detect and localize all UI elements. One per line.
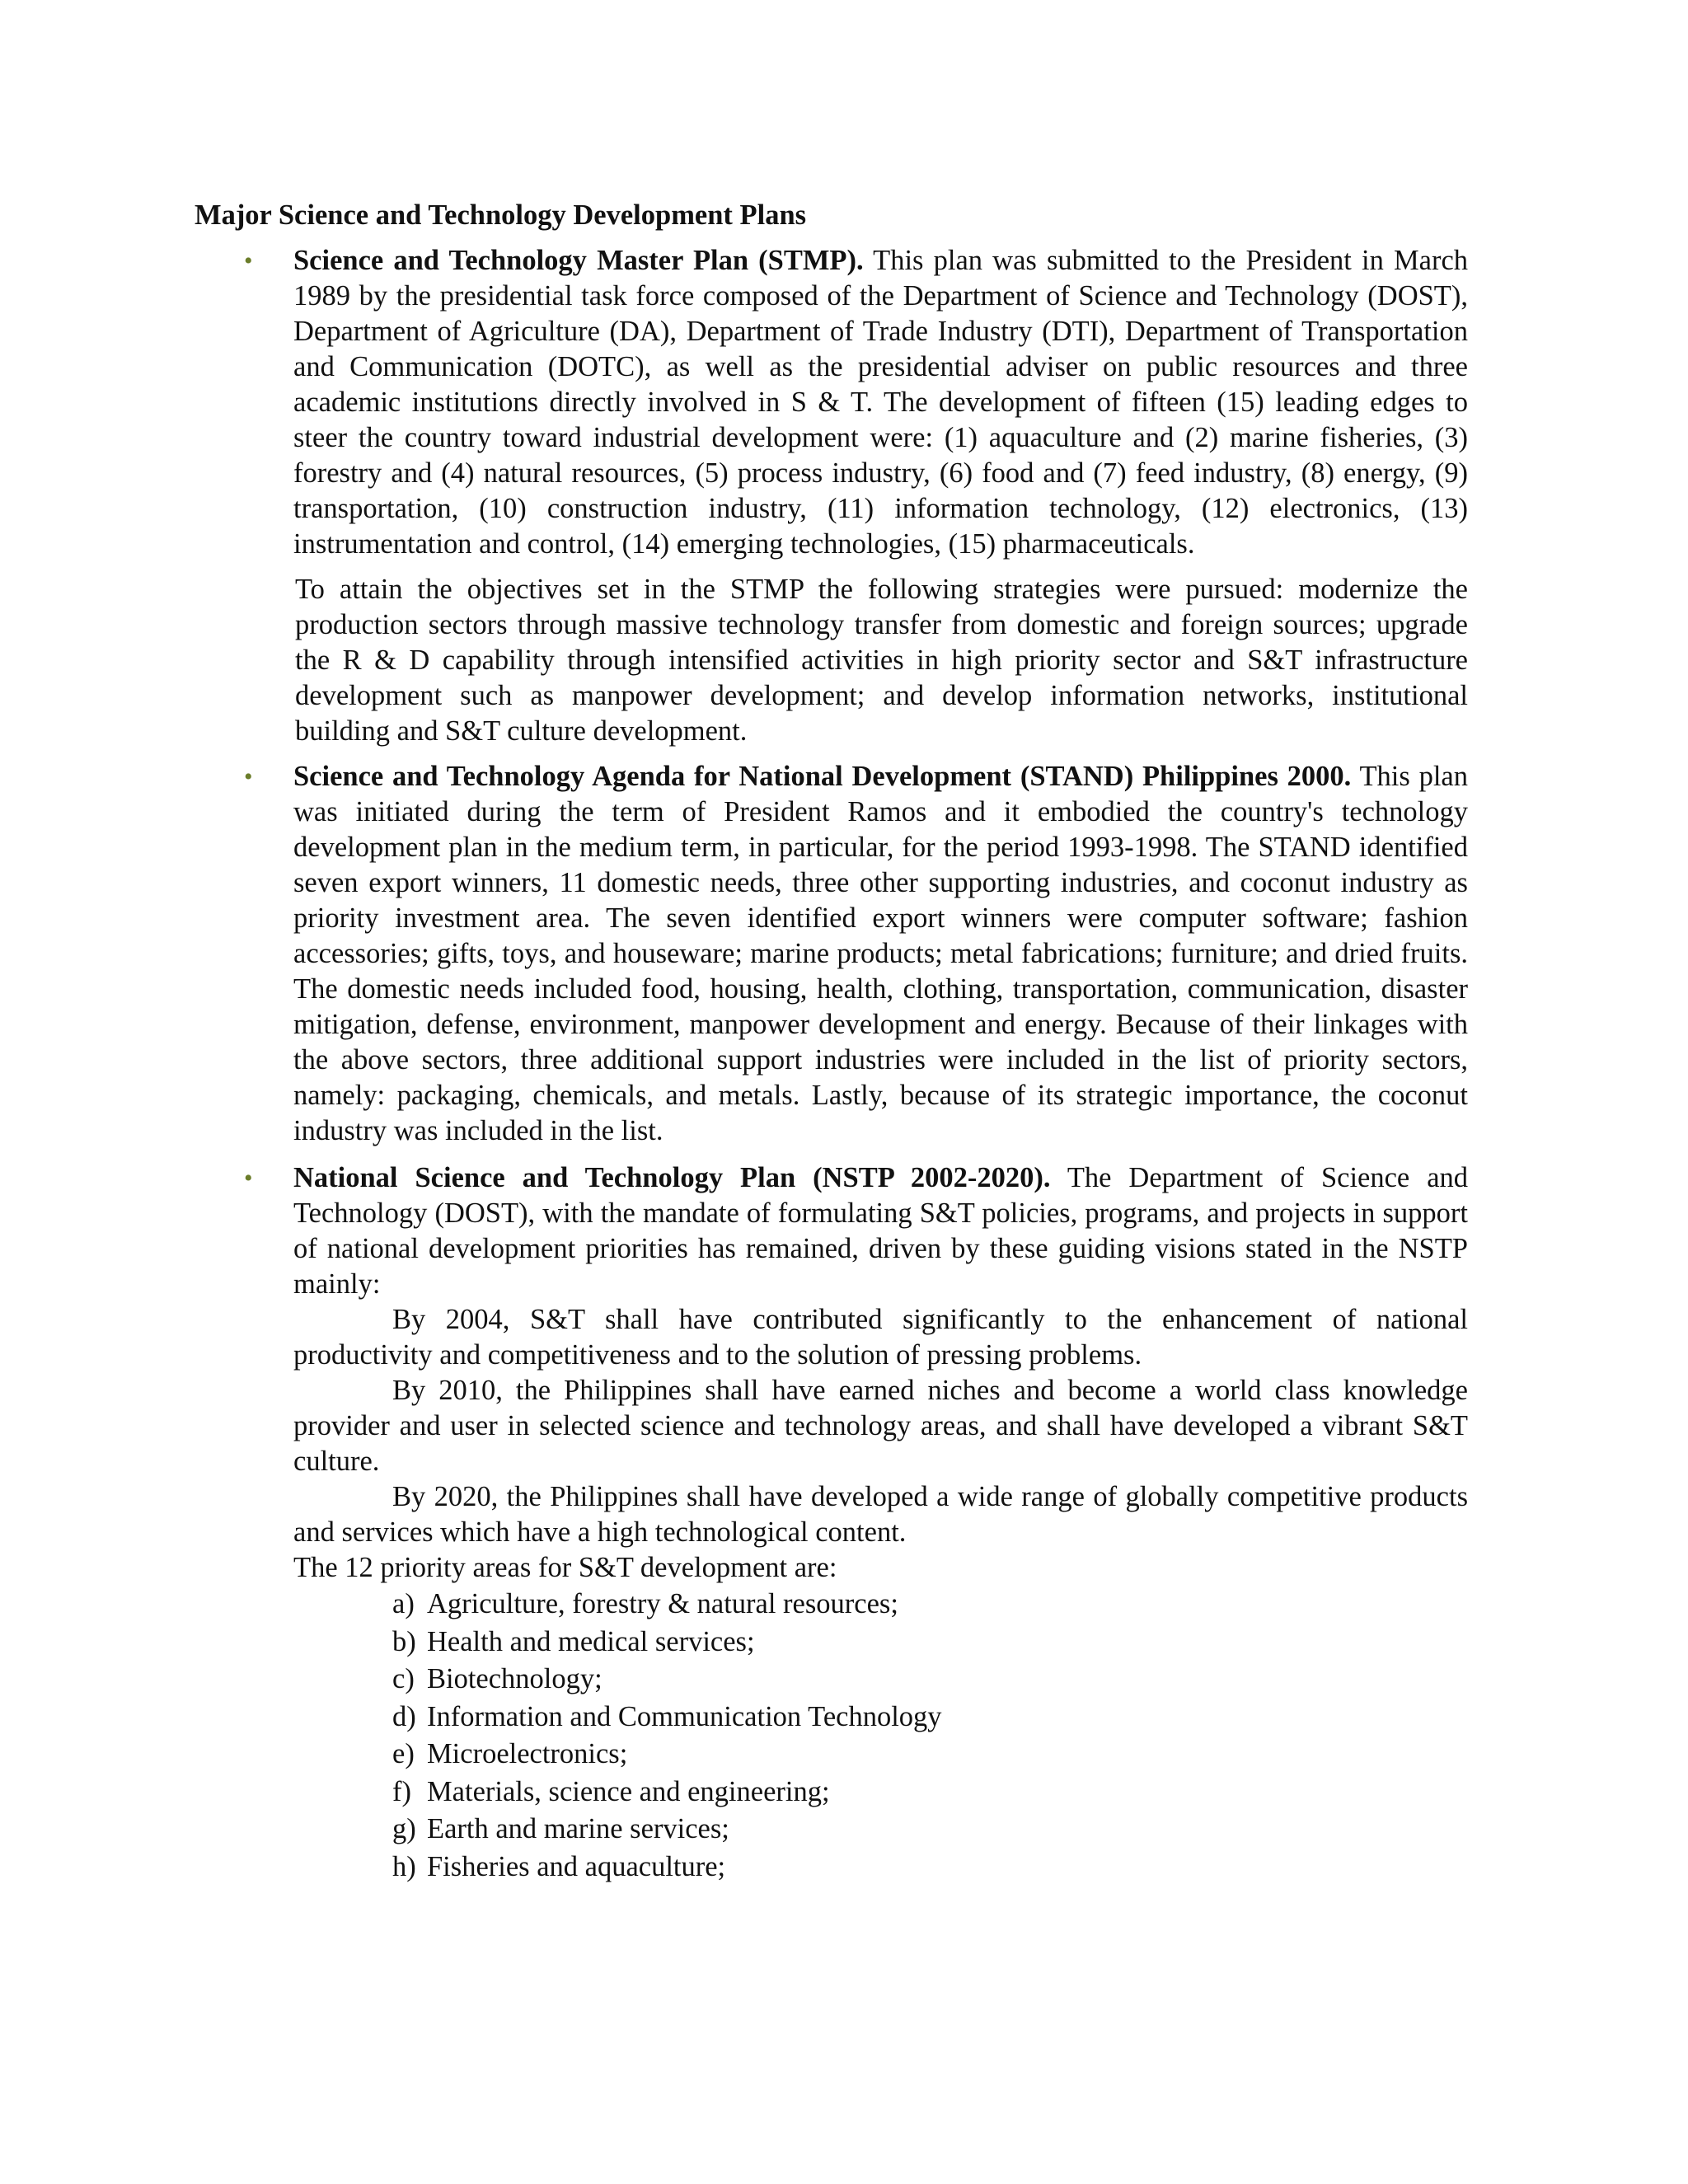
nstp-vision-2020: By 2020, the Philippines shall have developed a wide range of globally competitive products and services which have a high technological content. — [293, 1481, 1468, 1548]
list-item-text: Information and Communication Technology — [427, 1700, 942, 1732]
stmp-strategies-paragraph: To attain the objectives set in the STMP the following strategies were pursued: modernize the production sectors through massive technology transfer from domestic and foreign sources; upgrade the R & D capability through intensified activities in high priority sector and S&T infrastructure development such as manpower development; and develop information networks, institutional building and S&T culture development. — [295, 574, 1468, 747]
list-item-letter: g) — [392, 1813, 416, 1844]
list-item — [392, 1586, 1468, 1624]
list-item — [392, 1699, 1468, 1736]
bullet-icon: • — [244, 1165, 253, 1192]
list-item-text: Agriculture, forestry & natural resources; — [427, 1588, 898, 1619]
nstp-paragraph — [293, 1160, 1468, 1302]
nstp-vision-2004: By 2004, S&T shall have contributed significantly to the enhancement of national productivity and competitiveness and to the solution of pressing problems. — [293, 1304, 1468, 1371]
list-item-letter: c) — [392, 1663, 415, 1694]
list-item — [392, 1624, 1468, 1661]
list-item — [392, 1811, 1468, 1849]
list-item-letter: a) — [392, 1588, 415, 1619]
stmp-paragraph — [293, 243, 1468, 562]
list-item-text: Health and medical services; — [427, 1625, 755, 1657]
list-item — [392, 1774, 1468, 1811]
list-item — [392, 1736, 1468, 1774]
priority-areas-list — [195, 1586, 1468, 1886]
list-item-letter: b) — [392, 1625, 416, 1657]
bullet-item-stmp — [195, 243, 1468, 562]
bullet-item-stand — [195, 759, 1468, 1149]
stmp-title: Science and Technology Master Plan (STMP). — [293, 245, 864, 276]
stand-title: Science and Technology Agenda for National Development (STAND) Philippines 2000. — [293, 761, 1352, 792]
nstp-title: National Science and Technology Plan (NSTP 2002-2020). — [293, 1162, 1051, 1193]
list-item-text: Microelectronics; — [427, 1738, 628, 1769]
nstp-areas-intro: The 12 priority areas for S&T development are: — [293, 1552, 837, 1583]
section-heading: Major Science and Technology Development Plans — [195, 199, 807, 231]
list-item-letter: f) — [392, 1775, 411, 1807]
document-page — [195, 198, 1468, 1886]
list-item-letter: d) — [392, 1700, 416, 1732]
list-item — [392, 1661, 1468, 1699]
nstp-vision-2010: By 2010, the Philippines shall have earned niches and become a world class knowledge provider and user in selected science and technology areas, and shall have developed a vibrant S&T culture. — [293, 1375, 1468, 1477]
bullet-item-nstp — [195, 1160, 1468, 1586]
list-item — [392, 1849, 1468, 1886]
stand-paragraph — [293, 759, 1468, 1149]
stand-body: This plan was initiated during the term of President Ramos and it embodied the country's technology development plan in the medium term, in particular, for the period 1993-1998. The STAND identified seven export winners, 11 domestic needs, three other supporting industries, and coconut industry as priority investment area. The seven identified export winners were computer software; fashion accessories; gifts, toys, and houseware; marine products; metal fabrications; furniture; and dried fruits. The domestic needs included food, housing, health, clothing, transportation, communication, disaster mitigation, defense, environment, manpower development and energy. Because of their linkages with the above sectors, three additional support industries were included in the list of priority sectors, namely: packaging, chemicals, and metals. Lastly, because of its strategic importance, the coconut industry was included in the list. — [293, 761, 1468, 1146]
nstp-body: The Department of Science and Technology (DOST), with the mandate of formulating S&T policies, programs, and projects in support of national development priorities has remained, driven by these guiding visions stated in the NSTP mainly: — [293, 1162, 1469, 1300]
list-item-text: Fisheries and aquaculture; — [427, 1850, 726, 1882]
list-item-text: Materials, science and engineering; — [427, 1775, 830, 1807]
bullet-icon: • — [244, 763, 253, 790]
list-item-letter: h) — [392, 1850, 416, 1882]
list-item-text: Earth and marine services; — [427, 1813, 729, 1844]
bullet-icon: • — [244, 247, 253, 274]
stmp-body: This plan was submitted to the President in March 1989 by the presidential task force composed of the Department of Science and Technology (DOST), Department of Agriculture (DA), Department of Trade Industry (DTI), Department of Transportation and Communication (DOTC), as well as the presidential adviser on public resources and three academic institutions directly involved in S & T. The development of fifteen (15) leading edges to steer the country toward industrial development were: (1) aquaculture and (2) marine fisheries, (3) forestry and (4) natural resources, (5) process industry, (6) food and (7) feed industry, (8) energy, (9) transportation, (10) construction industry, (11) information technology, (12) electronics, (13) instrumentation and control, (14) emerging technologies, (15) pharmaceuticals. — [293, 245, 1469, 560]
list-item-text: Biotechnology; — [427, 1663, 603, 1694]
list-item-letter: e) — [392, 1738, 415, 1769]
